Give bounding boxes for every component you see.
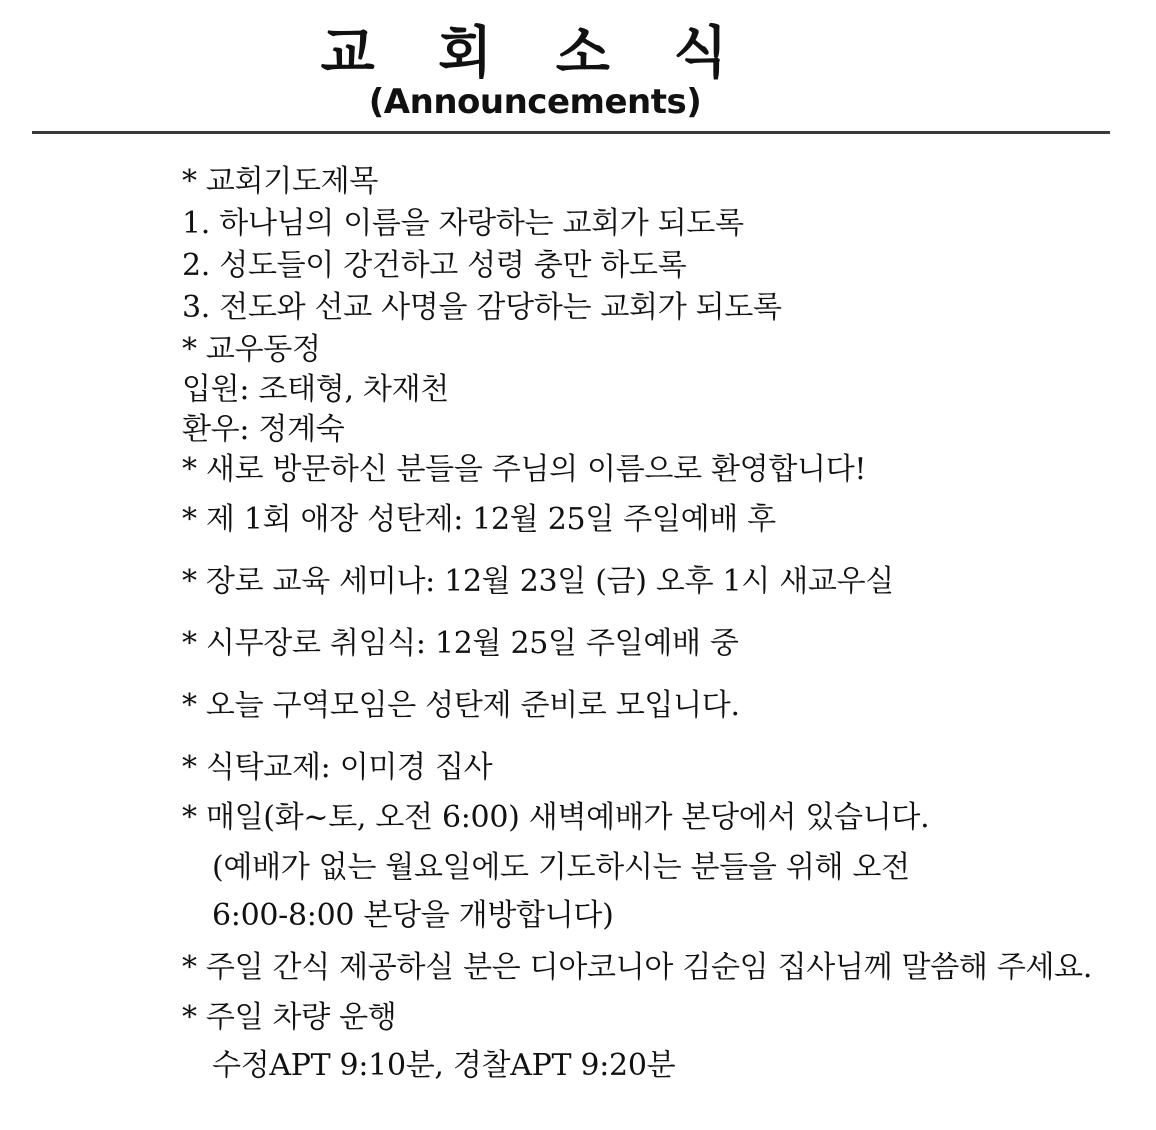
announcement-elder-seminar: * 장로 교육 세미나: 12월 23일 (금) 오후 1시 새교우실 xyxy=(182,564,894,599)
header-divider xyxy=(32,131,1110,134)
member-news-hospitalized: 입원: 조태형, 차재천 xyxy=(182,372,449,407)
section-heading-member-news: * 교우동정 xyxy=(182,332,321,367)
announcement-dawn-service-note-2: 6:00-8:00 본당을 개방합니다) xyxy=(212,898,614,933)
prayer-item-2: 2. 성도들이 강건하고 성령 충만 하도록 xyxy=(182,248,687,283)
announcement-shuttle: * 주일 차량 운행 xyxy=(182,1000,397,1035)
prayer-item-1: 1. 하나님의 이름을 자랑하는 교회가 되도록 xyxy=(182,206,744,241)
announcement-dawn-service-note-1: (예배가 없는 월요일에도 기도하시는 분들을 위해 오전 xyxy=(212,850,910,885)
announcement-snacks: * 주일 간식 제공하실 분은 디아코니아 김순임 집사님께 말씀해 주세요. xyxy=(182,950,1093,985)
page-subtitle: (Announcements) xyxy=(368,82,702,122)
announcement-dawn-service: * 매일(화~토, 오전 6:00) 새벽예배가 본당에서 있습니다. xyxy=(182,800,930,835)
announcement-christmas-festival: * 제 1회 애장 성탄제: 12월 25일 주일예배 후 xyxy=(182,502,776,537)
announcement-fellowship-meal: * 식탁교제: 이미경 집사 xyxy=(182,750,493,785)
prayer-item-3: 3. 전도와 선교 사명을 감당하는 교회가 되도록 xyxy=(182,290,782,325)
section-heading-prayer: * 교회기도제목 xyxy=(182,164,379,199)
announcement-elder-installation: * 시무장로 취임식: 12월 25일 주일예배 중 xyxy=(182,626,739,661)
announcement-shuttle-schedule: 수정APT 9:10분, 경찰APT 9:20분 xyxy=(212,1048,676,1083)
page-title: 교 회 소 식 xyxy=(320,21,750,86)
member-news-sick: 환우: 정계숙 xyxy=(182,412,345,447)
announcement-welcome: * 새로 방문하신 분들을 주님의 이름으로 환영합니다! xyxy=(182,452,867,487)
announcement-cell-group: * 오늘 구역모임은 성탄제 준비로 모입니다. xyxy=(182,688,740,723)
